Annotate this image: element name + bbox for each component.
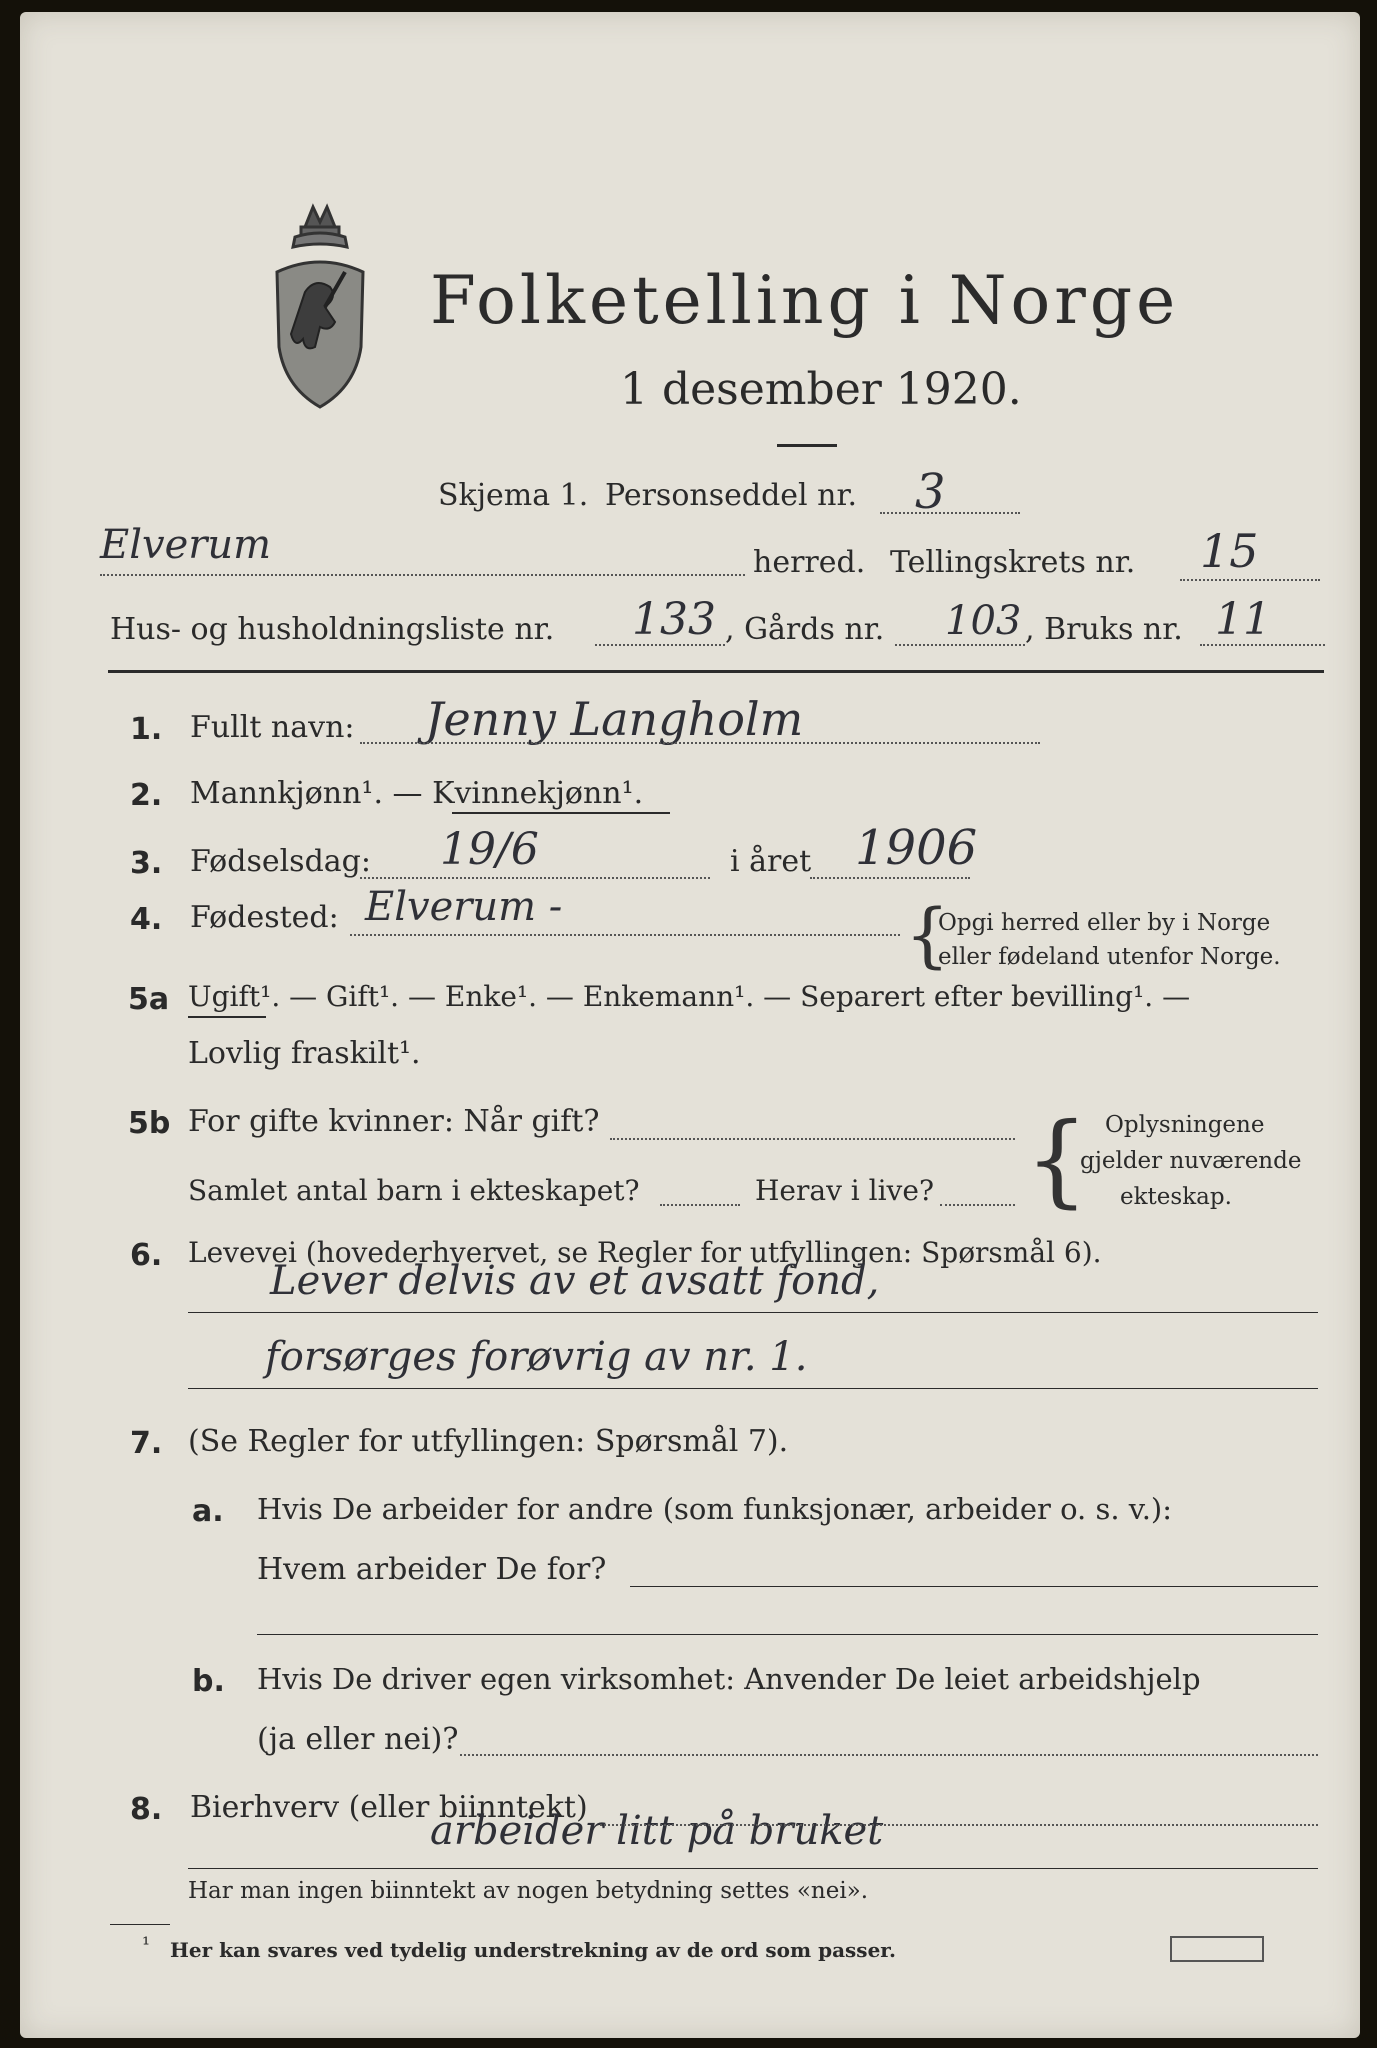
q7-label: (Se Regler for utfyllingen: Spørsmål 7). (188, 1424, 789, 1459)
form-title: Folketelling i Norge (430, 262, 1180, 339)
footnote-text: Her kan svares ved tydelig understrekning av de ord som passer. (170, 1938, 896, 1962)
personseddel-line (880, 512, 1020, 514)
q4-number: 4. (130, 902, 163, 937)
printer-stamp-icon (1170, 1936, 1264, 1962)
bruks-label: , Bruks nr. (1025, 612, 1183, 647)
tellingskrets-value: 15 (1200, 524, 1259, 578)
bruks-value: 11 (1215, 594, 1271, 645)
q5b-line-1: For gifte kvinner: Når gift? (188, 1104, 600, 1139)
q8-line-2 (188, 1868, 1318, 1869)
q4-brace: { (905, 894, 950, 976)
q5a-underline (188, 1016, 266, 1018)
q3-value: 19/6 (440, 824, 539, 875)
q5b-note-3: ekteskap. (1120, 1184, 1232, 1210)
q4-note-2: eller fødeland utenfor Norge. (938, 944, 1281, 970)
q7b-line-1: Hvis De driver egen virksomhet: Anvender De leiet arbeidshjelp (257, 1662, 1201, 1696)
q7b-answer-line (460, 1754, 1318, 1756)
q6-label: Levevei (hovederhvervet, se Regler for utfyllingen: Spørsmål 6). (188, 1236, 1102, 1269)
census-date: 1 desember 1920. (620, 364, 1022, 415)
q5b-brace: { (1025, 1101, 1089, 1218)
q3-number: 3. (130, 846, 163, 881)
q4-note-1: Opgi herred eller by i Norge (938, 910, 1271, 936)
footnote-rule (110, 1924, 170, 1925)
q8-answer: arbeider litt på bruket (430, 1808, 884, 1854)
q6-answer-1: Lever delvis av et avsatt fond, (270, 1258, 880, 1304)
tellingskrets-label: Tellingskrets nr. (890, 545, 1136, 580)
q7a-line-2: Hvem arbeider De for? (257, 1552, 607, 1587)
herred-label: herred. (753, 545, 866, 580)
q8-label: Bierhverv (eller biinntekt) (190, 1790, 588, 1825)
q5b-children-line (660, 1204, 740, 1206)
q6-line-1 (188, 1312, 1318, 1313)
q5a-line-2: Lovlig fraskilt¹. (188, 1036, 421, 1071)
herred-line (100, 574, 745, 576)
personseddel-label: Personseddel nr. (605, 478, 858, 513)
q2-number: 2. (130, 778, 163, 813)
title-rule (777, 444, 837, 447)
q3-line (360, 877, 710, 879)
q3-year-line (810, 877, 970, 879)
hus-label: Hus- og husholdningsliste nr. (110, 612, 555, 647)
q7a-line-1: Hvis De arbeider for andre (som funksjonær, arbeider o. s. v.): (257, 1492, 1173, 1526)
q1-value: Jenny Langholm (425, 692, 804, 746)
q7a-answer-line-1 (630, 1586, 1318, 1587)
bruks-line (1200, 644, 1325, 646)
q1-line (360, 742, 1040, 744)
q5b-when-line (610, 1138, 1015, 1140)
skjema-label: Skjema 1. (438, 478, 589, 513)
q5b-alive-line (940, 1204, 1015, 1206)
q5a-line-1: Ugift¹. — Gift¹. — Enke¹. — Enkemann¹. — Separert efter bevilling¹. — (188, 980, 1191, 1013)
gards-value: 103 (945, 598, 1022, 644)
q5a-number: 5a (128, 982, 170, 1017)
q7a-letter: a. (192, 1494, 224, 1529)
q5b-herav: Herav i live? (755, 1174, 934, 1207)
footnote-mark: ¹ (142, 1932, 151, 1956)
hus-value: 133 (632, 594, 716, 645)
q4-line (350, 934, 900, 936)
q7a-answer-line-2 (257, 1634, 1318, 1635)
q5b-number: 5b (128, 1106, 171, 1141)
herred-value: Elverum (100, 522, 272, 568)
q2-underline (452, 812, 670, 814)
q8-number: 8. (130, 1792, 163, 1827)
q7b-line-2: (ja eller nei)? (257, 1722, 459, 1757)
q2-label: Mannkjønn¹. — Kvinnekjønn¹. (190, 776, 644, 811)
q5b-line-2: Samlet antal barn i ekteskapet? (188, 1174, 640, 1207)
q6-line-2 (188, 1388, 1318, 1389)
census-form (20, 12, 1360, 2038)
q1-number: 1. (130, 712, 163, 747)
personseddel-value: 3 (915, 464, 946, 520)
hus-line (595, 644, 725, 646)
q3-year-label: i året (730, 844, 812, 879)
q3-label: Fødselsdag: (190, 844, 371, 879)
gards-line (895, 644, 1025, 646)
gards-label: , Gårds nr. (725, 612, 885, 647)
q6-number: 6. (130, 1238, 163, 1273)
coat-of-arms-icon (265, 197, 375, 417)
q5b-note-2: gjelder nuværende (1080, 1148, 1302, 1174)
q8-answer-line (600, 1824, 1318, 1826)
q7-number: 7. (130, 1426, 163, 1461)
q8-note: Har man ingen biinntekt av nogen betydning settes «nei». (188, 1878, 869, 1904)
header-divider (108, 670, 1324, 673)
q4-value: Elverum - (365, 884, 563, 930)
q6-answer-2: forsørges forøvrig av nr. 1. (265, 1334, 808, 1380)
q3-year-value: 1906 (855, 820, 978, 876)
q7b-letter: b. (192, 1664, 225, 1699)
q4-label: Fødested: (190, 900, 339, 935)
tellingskrets-line (1180, 579, 1320, 581)
q1-label: Fullt navn: (190, 710, 355, 745)
q5b-note-1: Oplysningene (1105, 1112, 1265, 1138)
